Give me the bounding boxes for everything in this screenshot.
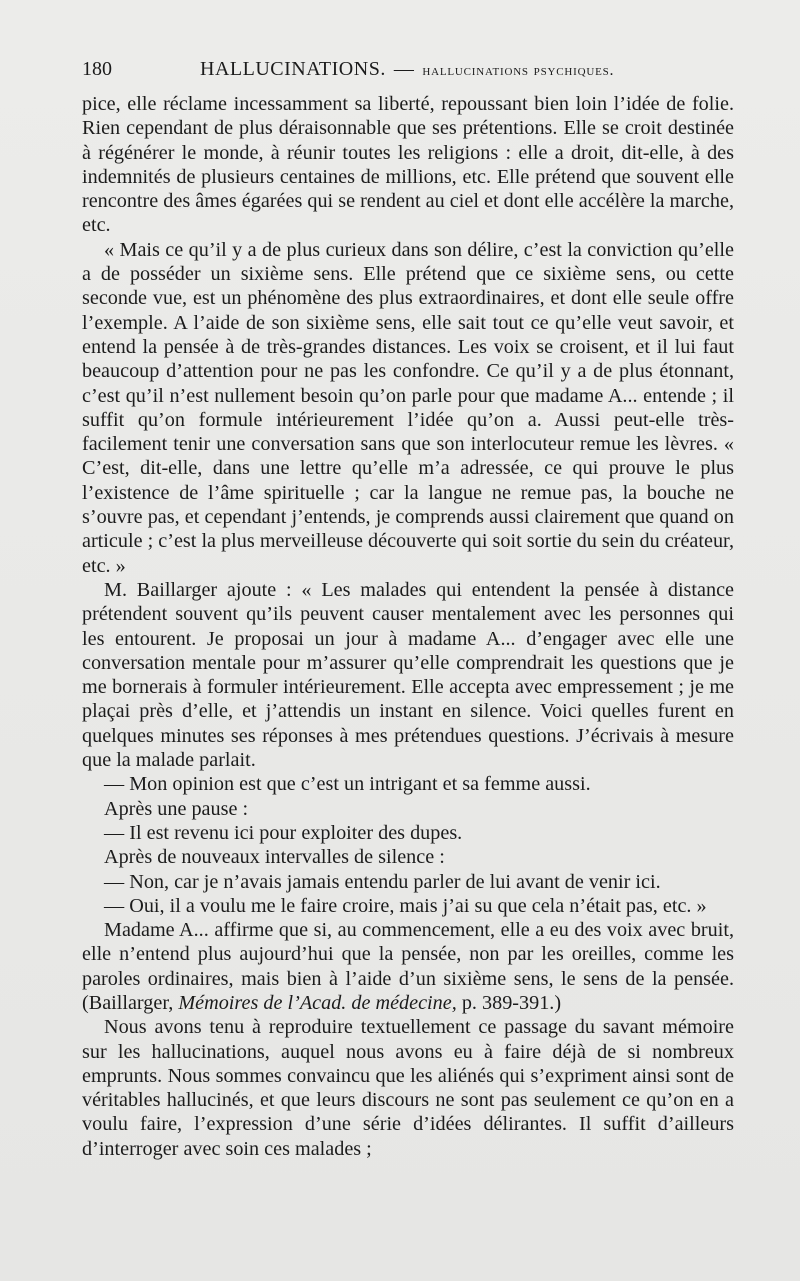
running-header <box>82 58 734 86</box>
paragraph-baillarger: M. Baillarger ajoute : « Les malades qui entendent la pensée à distance prétendent souvent qu’ils peuvent causer mentalement avec les personnes qui les entourent. Je proposai un jour à madame A... d’engager avec elle une conversation mentale pour m’assurer qu’elle comprendrait les questions que je me bornerais à formuler intérieurement. Elle accepta avec empressement ; je me plaçai près d’elle, et j’attendis un instant en silence. Voici quelles furent en quelques minutes ses réponses à mes prétendues questions. J’écrivais à mesure que la malade parlait. <box>82 578 734 772</box>
paragraph-madame-a <box>82 918 734 1015</box>
dialog-line-1: — Mon opinion est que c’est un intrigant et sa femme aussi. <box>104 773 591 796</box>
dialog-line-4: — Oui, il a voulu me le faire croire, mais j’ai su que cela n’était pas, etc. » <box>104 894 707 917</box>
paragraph-madame-a-text: Madame A... affirme que si, au commencement, elle a eu des voix avec bruit, elle n’entend plus aujourd’hui que la pensée, non par les oreilles, comme les paroles ordinaires, mais bien à l’aide d’un sixième sens, le sens de la pensée. (Baillarger, <box>82 919 734 1014</box>
dialog-line-2: — Il est revenu ici pour exploiter des dupes. <box>104 821 463 844</box>
running-title <box>200 58 614 81</box>
dialog-pause-2: Après de nouveaux intervalles de silence : <box>104 846 445 869</box>
title-dash: — <box>393 58 415 80</box>
citation-title: Mémoires de l’Acad. de médecine, <box>178 991 457 1014</box>
dialog-line-3: — Non, car je n’avais jamais entendu parler de lui avant de venir ici. <box>104 870 661 893</box>
citation-pages: p. 389-391.) <box>456 991 562 1014</box>
paragraph-quote-sixth-sense: « Mais ce qu’il y a de plus curieux dans son délire, c’est la conviction qu’elle a de posséder un sixième sens. Elle prétend que ce sixième sens, ou cette seconde vue, est un phénomène des plus extraordinaires, et dont elle seule offre l’exemple. A l’aide de son sixième sens, elle sait tout ce qu’elle veut savoir, et entend la pensée à de très-grandes distances. Les voix se croisent, et il lui faut beaucoup d’attention pour ne pas les confondre. Ce qu’il y a de plus étonnant, c’est qu’il n’est nullement besoin qu’on parle pour que madame A... entende ; il suffit qu’on formule intérieurement l’idée qu’on a. Aussi peut-elle très-facilement tenir une conversation sans que son interlocuteur remue les lèvres. « C’est, dit-elle, dans une lettre qu’elle m’a adressée, ce qui prouve le plus l’existence de l’âme spirituelle ; car la langue ne remue pas, la bouche ne s’ouvre pas, et cependant j’entends, je comprends aussi clairement que quand on articule ; c’est la plus merveilleuse découverte qui soit sortie du sein du créateur, etc. » <box>82 238 734 577</box>
dialog-pause-1: Après une pause : <box>104 797 249 820</box>
section-subtitle: hallucinations psychiques. <box>422 62 615 79</box>
chapter-title: HALLUCINATIONS. <box>200 58 386 80</box>
paragraph-continuation: pice, elle réclame incessamment sa liberté, repoussant bien loin l’idée de folie. Rien cependant de plus déraisonnable que ses prétentions. Elle se croit destinée à régénérer le monde, à réunir toutes les religions : elle a droit, dit-elle, à des indemnités de plusieurs centaines de millions, etc. Elle prétend que souvent elle rencontre des âmes égarées qui se rendent au ciel et dont elle accélère la marche, etc. <box>82 93 734 237</box>
paragraph-conclusion: Nous avons tenu à reproduire textuellement ce passage du savant mémoire sur les hallucinations, auquel nous avons eu à faire déjà de si nombreux emprunts. Nous sommes convaincu que les aliénés qui s’expriment ainsi sont de véritables hallucinés, et que leurs discours ne sont pas seulement ce qu’on en a voulu faire, l’expression d’une série d’idées délirantes. Il suffit d’ailleurs d’interroger avec soin ces malades ; <box>82 1016 734 1160</box>
page-number: 180 <box>82 58 112 80</box>
page-body <box>82 92 734 1161</box>
